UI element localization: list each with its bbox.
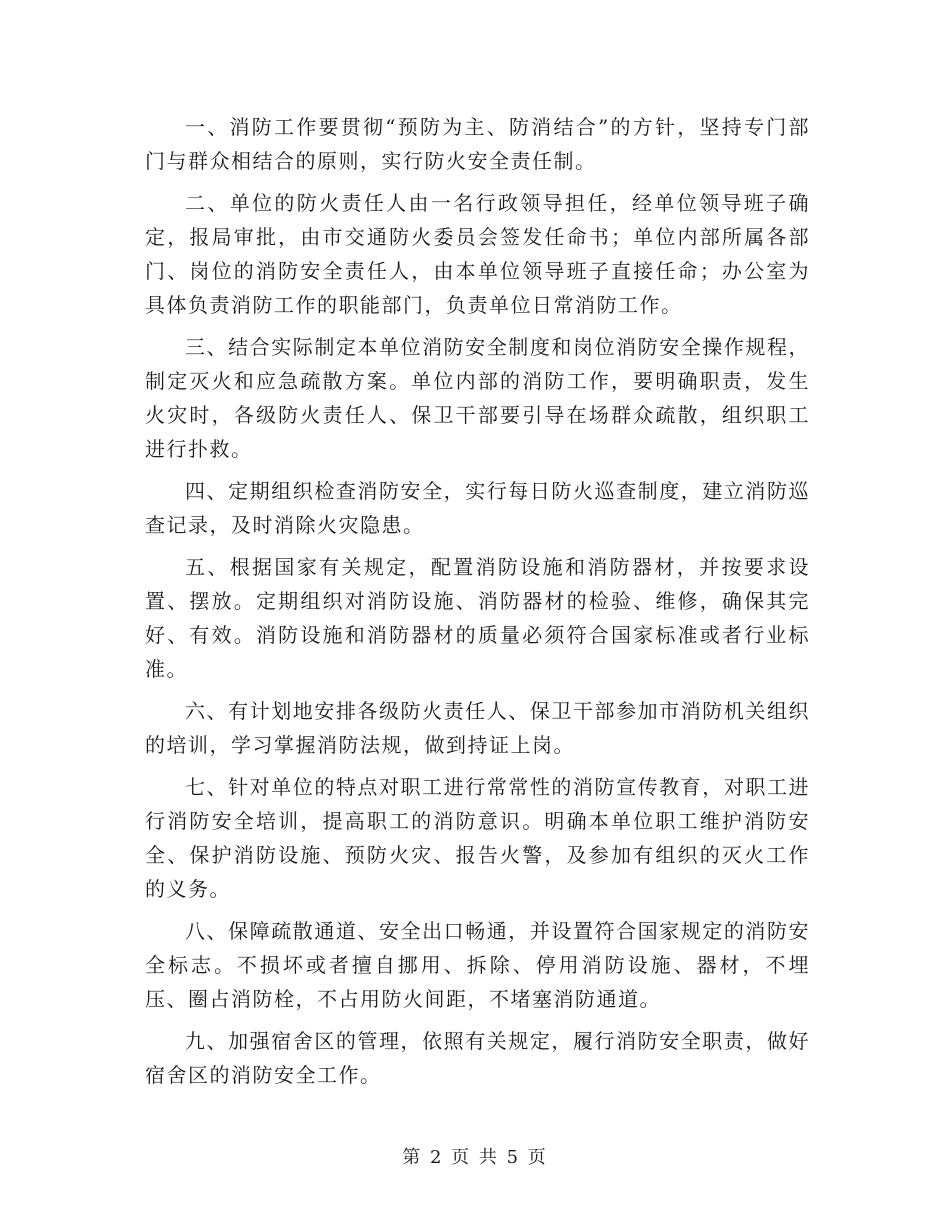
page-number-footer: 第 2 页 共 5 页 [402,1147,548,1168]
paragraph-6: 六、有计划地安排各级防火责任人、保卫干部参加市消防机关组织的培训，学习掌握消防法规，做到持证上岗。 [145,699,810,757]
paragraph-3: 三、结合实际制定本单位消防安全制度和岗位消防安全操作规程，制定灭火和应急疏散方案。单位内部的消防工作，要明确职责，发生火灾时，各级防火责任人、保卫干部要引导在场群众疏散，组织职工进行扑救。 [145,335,810,461]
document-body [145,110,810,1100]
paragraph-4: 四、定期组织检查消防安全，实行每日防火巡查制度，建立消防巡查记录，及时消除火灾隐患。 [145,479,810,537]
paragraph-9: 九、加强宿舍区的管理，依照有关规定，履行消防安全职责，做好宿舍区的消防安全工作。 [145,1029,810,1087]
paragraph-1: 一、消防工作要贯彻“预防为主、防消结合”的方针，坚持专门部门与群众相结合的原则，实行防火安全责任制。 [145,115,810,173]
paragraph-5: 五、根据国家有关规定，配置消防设施和消防器材，并按要求设置、摆放。定期组织对消防设施、消防器材的检验、维修，确保其完好、有效。消防设施和消防器材的质量必须符合国家标准或者行业标准。 [145,555,810,681]
paragraph-8: 八、保障疏散通道、安全出口畅通，并设置符合国家规定的消防安全标志。不损坏或者擅自挪用、拆除、停用消防设施、器材，不埋压、圈占消防栓，不占用防火间距，不堵塞消防通道。 [145,919,810,1011]
paragraph-7: 七、针对单位的特点对职工进行常常性的消防宣传教育，对职工进行消防安全培训，提高职工的消防意识。明确本单位职工维护消防安全、保护消防设施、预防火灾、报告火警，及参加有组织的灭火工作的义务。 [145,775,810,901]
paragraph-2: 二、单位的防火责任人由一名行政领导担任，经单位领导班子确定，报局审批，由市交通防火委员会签发任命书；单位内部所属各部门、岗位的消防安全责任人，由本单位领导班子直接任命；办公室为具体负责消防工作的职能部门，负责单位日常消防工作。 [145,191,810,317]
